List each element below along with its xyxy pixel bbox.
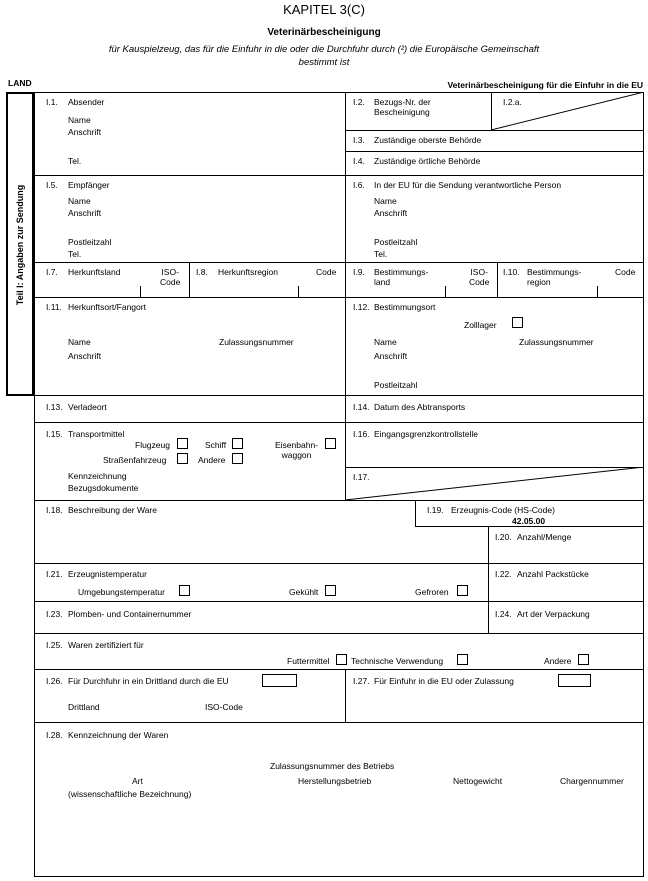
i25-number: I.25. [46,640,63,650]
i5-name: Name [68,196,91,206]
i25-label: Waren zertifiziert für [68,640,144,650]
i11-number: I.11. [46,302,62,312]
i27-number: I.27. [353,676,370,686]
code-tick [298,286,299,297]
i12-name: Name [374,337,397,347]
i8-code-label: Code [316,267,337,277]
i17-number: I.17. [353,472,370,482]
i15-reference-documents: Bezugsdokumente [68,483,139,493]
i25-technical-checkbox[interactable] [457,654,468,665]
i2a-number: I.2.a. [503,97,522,107]
i19-number: I.19. [427,505,444,515]
certificate-subtitle-line1: für Kauspielzeug, das für die Einfuhr in die oder die Durchfuhr durch (²) die Europäische Gemeinschaft [108,44,540,55]
i28-batch-number-label: Chargennummer [560,776,624,786]
i15-road-checkbox[interactable] [177,453,188,464]
i21-frozen-checkbox[interactable] [457,585,468,596]
i23-label: Plomben- und Containernummer [68,609,192,619]
i19-label: Erzeugnis-Code (HS-Code) [451,505,555,515]
i2-label: Bezugs-Nr. der Bescheinigung [374,97,431,117]
i20-label: Anzahl/Menge [517,532,572,542]
i6-name: Name [374,196,397,206]
code-tick [445,286,446,297]
i8-label: Herkunftsregion [218,267,279,277]
i20-number: I.20. [495,532,512,542]
i5-tel: Tel. [68,249,82,259]
i15-identification: Kennzeichnung [68,471,127,481]
i5-label: Empfänger [68,180,110,190]
i27-label: Für Einfuhr in die EU oder Zulassung [374,676,514,686]
i12-number: I.12. [353,302,370,312]
i3-number: I.3. [353,135,365,145]
i19-hs-code-value: 42.05.00 [512,516,546,526]
i5-address: Anschrift [68,208,102,218]
i25-feed-label: Futtermittel [287,656,330,666]
i22-number: I.22. [495,569,512,579]
rule [488,526,489,633]
i6-tel: Tel. [374,249,388,259]
diagonal-strike-i17 [345,467,644,500]
i26-number: I.26. [46,676,63,686]
i12-bonded-warehouse-label: Zolllager [464,320,497,330]
i15-road-label: Straßenfahrzeug [103,455,167,465]
rule [34,297,644,298]
chapter-heading: KAPITEL 3(C) [283,2,365,17]
code-tick [597,286,598,297]
i2-number: I.2. [353,97,365,107]
rule [34,175,644,176]
rule [34,633,644,634]
i15-plane-label: Flugzeug [135,440,170,450]
rule [34,395,644,396]
i28-manufacturing-plant-label: Herstellungsbetrieb [298,776,372,786]
i6-label: In der EU für die Sendung verantwortliche Person [374,180,562,190]
certificate-title: Veterinärbescheinigung [267,27,381,38]
i21-number: I.21. [46,569,63,579]
i11-name: Name [68,337,91,347]
i7-number: I.7. [46,267,58,277]
i14-number: I.14. [353,402,370,412]
i16-label: Eingangsgrenzkontrollstelle [374,429,478,439]
i5-postcode: Postleitzahl [68,237,112,247]
rule [345,669,346,722]
i15-ship-label: Schiff [205,440,227,450]
i21-ambient-checkbox[interactable] [179,585,190,596]
i8-number: I.8. [196,267,208,277]
land-label: LAND [8,78,32,88]
i18-label: Beschreibung der Ware [68,505,157,515]
i28-species-scientific-label: (wissenschaftliche Bezeichnung) [68,789,192,799]
i1-name: Name [68,115,91,125]
i15-rail-checkbox[interactable] [325,438,336,449]
i21-chilled-label: Gekühlt [289,587,319,597]
i12-address: Anschrift [374,351,408,361]
i9-label: Bestimmungs- land [374,267,429,287]
i15-label: Transportmittel [68,429,125,439]
part-one-side-label: Teil I: Angaben zur Sendung [15,184,25,306]
i6-postcode: Postleitzahl [374,237,418,247]
i25-other-label: Andere [544,656,572,666]
i11-label: Herkunftsort/Fangort [68,302,146,312]
rule [345,130,644,131]
i6-number: I.6. [353,180,365,190]
i25-other-checkbox[interactable] [578,654,589,665]
i21-ambient-label: Umgebungstemperatur [78,587,165,597]
i21-label: Erzeugnistemperatur [68,569,147,579]
rule [34,669,644,670]
rule [415,500,416,526]
i21-chilled-checkbox[interactable] [325,585,336,596]
i12-bonded-warehouse-checkbox[interactable] [512,317,523,328]
i27-import-checkbox[interactable] [558,674,591,687]
certificate-subtitle-line2: bestimmt ist [298,57,350,68]
i12-approval-number: Zulassungsnummer [519,337,594,347]
i15-ship-checkbox[interactable] [232,438,243,449]
certificate-type-label: Veterinärbescheinigung für die Einfuhr in die EU [447,80,643,90]
i21-frozen-label: Gefroren [415,587,449,597]
i15-number: I.15. [46,429,63,439]
rule [189,262,190,297]
i5-number: I.5. [46,180,58,190]
i10-number: I.10. [503,267,520,277]
i28-label: Kennzeichnung der Waren [68,730,169,740]
i25-feed-checkbox[interactable] [336,654,347,665]
i26-iso-code: ISO-Code [205,702,243,712]
i9-number: I.9. [353,267,365,277]
i23-number: I.23. [46,609,63,619]
i11-approval-number: Zulassungsnummer [219,337,294,347]
i1-number: I.1. [46,97,58,107]
i28-number: I.28. [46,730,63,740]
i25-technical-label: Technische Verwendung [351,656,444,666]
i10-code-label: Code [615,267,636,277]
i6-address: Anschrift [374,208,408,218]
rule [415,526,644,527]
i26-transit-checkbox[interactable] [262,674,297,687]
i15-other-label: Andere [198,455,226,465]
i26-third-country: Drittland [68,702,100,712]
i15-rail-label: Eisenbahn- waggon [275,440,319,460]
i4-label: Zuständige örtliche Behörde [374,156,481,166]
rule [497,262,498,297]
i24-label: Art der Verpackung [517,609,590,619]
rule [34,722,644,723]
i10-label: Bestimmungs- region [527,267,582,287]
rule [34,500,644,501]
i26-label: Für Durchfuhr in ein Drittland durch die EU [68,676,229,686]
i7-label: Herkunftsland [68,267,121,277]
i11-address: Anschrift [68,351,102,361]
rule [345,92,346,500]
i1-tel: Tel. [68,156,82,166]
i22-label: Anzahl Packstücke [517,569,589,579]
i1-label: Absender [68,97,105,107]
i7-code-label: ISO- Code [160,267,181,287]
i24-number: I.24. [495,609,512,619]
rule [34,601,644,602]
i15-other-checkbox[interactable] [232,453,243,464]
i1-address: Anschrift [68,127,102,137]
i28-species-label: Art [132,776,143,786]
i28-net-weight-label: Nettogewicht [453,776,503,786]
rule [34,563,644,564]
code-tick [140,286,141,297]
i13-number: I.13. [46,402,63,412]
i12-postcode: Postleitzahl [374,380,418,390]
rule [345,151,644,152]
i12-label: Bestimmungsort [374,302,436,312]
rule [34,262,644,263]
i15-plane-checkbox[interactable] [177,438,188,449]
i4-number: I.4. [353,156,365,166]
i16-number: I.16. [353,429,370,439]
i9-code-label: ISO- Code [469,267,490,287]
i28-establishment-approval-number: Zulassungsnummer des Betriebs [270,761,395,771]
rule [34,422,644,423]
i18-number: I.18. [46,505,63,515]
i13-label: Verladeort [68,402,107,412]
i3-label: Zuständige oberste Behörde [374,135,482,145]
i14-label: Datum des Abtransports [374,402,466,412]
